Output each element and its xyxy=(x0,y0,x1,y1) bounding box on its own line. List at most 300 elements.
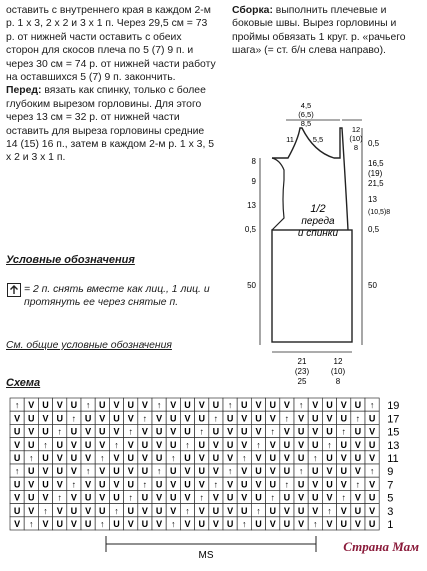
center-sub1: переда xyxy=(301,216,335,227)
stitch-symbol: U xyxy=(212,505,220,516)
stitch-symbol: V xyxy=(241,413,248,424)
stitch-symbol: ↑ xyxy=(100,453,105,463)
stitch-symbol: U xyxy=(326,426,333,437)
stitch-symbol: U xyxy=(226,492,234,503)
symbols-heading: Условные обозначения xyxy=(6,254,135,266)
svg-text:12: 12 xyxy=(351,125,361,134)
repeat-label: MS xyxy=(198,550,214,561)
stitch-symbol: V xyxy=(113,400,120,411)
stitch-symbol: U xyxy=(198,413,205,424)
stitch-symbol: ↑ xyxy=(298,466,304,477)
stitch-symbol: U xyxy=(84,492,92,503)
stitch-symbol: V xyxy=(340,400,347,411)
stitch-symbol: U xyxy=(70,426,78,437)
stitch-symbol: V xyxy=(212,439,219,450)
stitch-symbol: V xyxy=(85,479,92,490)
stitch-symbol: V xyxy=(127,413,134,424)
stitch-symbol: ↑ xyxy=(171,519,176,529)
svg-text:13: 13 xyxy=(368,195,377,204)
stitch-symbol: ↑ xyxy=(341,426,346,437)
svg-text:9: 9 xyxy=(251,177,256,186)
stitch-symbol: V xyxy=(42,519,49,529)
stitch-symbol: U xyxy=(70,453,78,463)
stitch-symbol: U xyxy=(312,439,319,450)
svg-text:12: 12 xyxy=(333,357,343,366)
stitch-symbol: U xyxy=(113,413,120,424)
svg-text:5,5: 5,5 xyxy=(312,135,324,144)
stitch-symbol: V xyxy=(141,505,148,516)
stitch-symbol: V xyxy=(269,439,276,450)
stitch-symbol: V xyxy=(141,453,148,463)
stitch-symbol: ↑ xyxy=(369,466,375,477)
svg-text:(10): (10) xyxy=(349,134,363,143)
stitch-symbol: U xyxy=(99,426,106,437)
row-label: 15 xyxy=(387,426,400,439)
chart-grid xyxy=(10,398,379,530)
stitch-symbol: ↑ xyxy=(57,492,62,503)
row-label: 17 xyxy=(387,413,400,426)
stitch-symbol: U xyxy=(141,439,149,450)
stitch-symbol: U xyxy=(269,400,276,411)
stitch-symbol: U xyxy=(354,453,362,463)
stitch-symbol: V xyxy=(99,413,106,424)
back-text: оставить с внутреннего края в каждом 2-м р. 1 х 3, 2 х 2 и 3 х 1 п. Через 29,5 см = 73 р. от нижней части оставить с обеих сторон для скосов плеча по 5 (7) 9 п. и через 30 см = 74 р. от нижней части работу на оставшихся 5 (7) 9 п. закончить. xyxy=(6,5,216,84)
stitch-symbol: V xyxy=(340,453,347,463)
stitch-symbol: V xyxy=(269,413,276,424)
stitch-symbol: U xyxy=(312,413,319,424)
stitch-symbol: U xyxy=(326,453,333,463)
stitch-symbol: U xyxy=(13,453,21,463)
stitch-symbol: ↑ xyxy=(71,479,77,490)
stitch-symbol: V xyxy=(113,426,120,437)
stitch-symbol: V xyxy=(156,492,163,503)
stitch-symbol: ↑ xyxy=(327,505,332,516)
stitch-symbol: U xyxy=(283,466,291,477)
stitch-symbol: V xyxy=(298,492,305,503)
stitch-symbol: ↑ xyxy=(355,479,361,490)
stitch-symbol: V xyxy=(198,400,205,411)
stitch-symbol: ↑ xyxy=(14,400,20,411)
stitch-symbol: U xyxy=(56,413,63,424)
stitch-symbol: U xyxy=(13,505,21,516)
stitch-symbol: V xyxy=(156,439,163,450)
stitch-symbol: ↑ xyxy=(185,505,190,516)
stitch-symbol: V xyxy=(99,466,106,477)
svg-text:(10,5)8: (10,5)8 xyxy=(368,209,391,216)
stitch-symbol: ↑ xyxy=(213,479,219,490)
stitch-symbol: U xyxy=(56,519,63,529)
stitch-symbol: V xyxy=(28,400,35,411)
stitch-symbol: U xyxy=(70,400,78,411)
row-label: 7 xyxy=(387,479,394,492)
stitch-symbol: V xyxy=(184,466,191,477)
stitch-symbol: V xyxy=(312,400,319,411)
stitch-symbol: V xyxy=(141,426,148,437)
stitch-symbol: U xyxy=(155,479,163,490)
stitch-symbol: V xyxy=(156,413,163,424)
stitch-symbol: V xyxy=(28,479,35,490)
stitch-symbol: U xyxy=(212,426,220,437)
stitch-symbol: U xyxy=(312,492,319,503)
svg-text:(10): (10) xyxy=(330,367,346,376)
stitch-symbol: U xyxy=(241,505,248,516)
stitch-symbol: U xyxy=(113,466,120,477)
stitch-symbol: ↑ xyxy=(298,400,304,411)
stitch-symbol: ↑ xyxy=(156,400,162,411)
stitch-symbol: V xyxy=(283,400,290,411)
stitch-symbol: U xyxy=(70,505,78,516)
stitch-symbol: U xyxy=(155,453,163,463)
stitch-symbol: U xyxy=(127,453,134,463)
svg-text:25: 25 xyxy=(297,377,307,386)
stitch-symbol: U xyxy=(354,505,362,516)
stitch-symbol: ↑ xyxy=(142,413,148,424)
stitch-symbol: V xyxy=(156,519,163,529)
stitch-symbol: V xyxy=(170,505,177,516)
stitch-symbol: U xyxy=(340,519,347,529)
svg-text:21: 21 xyxy=(297,357,307,366)
stitch-symbol: V xyxy=(56,479,63,490)
stitch-symbol: U xyxy=(84,413,92,424)
stitch-symbol: ↑ xyxy=(270,492,275,503)
stitch-symbol: U xyxy=(42,400,49,411)
stitch-symbol: ↑ xyxy=(284,413,290,424)
stitch-symbol: V xyxy=(227,505,234,516)
stitch-symbol: V xyxy=(99,439,106,450)
front-text: вязать как спинку, только с более глубоким вырезом горловины. Для этого через 13 см = 32 р. от нижней части оставить для выреза горловины средние 14 (15) 16 п., затем в каждом 2-м р. 1 х 3, 5 х 2 и 3 х 1 п. xyxy=(6,85,214,164)
svg-text:8: 8 xyxy=(335,377,341,386)
svg-text:(6,5): (6,5) xyxy=(298,110,314,119)
svg-text:16,5: 16,5 xyxy=(368,159,384,168)
row-label: 5 xyxy=(387,492,394,505)
stitch-symbol: U xyxy=(269,479,276,490)
stitch-symbol: U xyxy=(368,492,376,503)
stitch-symbol: U xyxy=(184,426,191,437)
stitch-symbol: V xyxy=(255,453,262,463)
stitch-symbol: V xyxy=(283,505,290,516)
stitch-symbol: U xyxy=(283,439,291,450)
stitch-symbol: V xyxy=(184,492,191,503)
stitch-symbol: V xyxy=(269,466,276,477)
stitch-symbol: ↑ xyxy=(128,426,133,437)
front-label: Перед: xyxy=(6,85,42,97)
stitch-symbol: U xyxy=(226,413,234,424)
stitch-symbol: V xyxy=(369,479,376,490)
row-label: 3 xyxy=(387,505,394,518)
stitch-symbol: U xyxy=(155,505,163,516)
svg-text:0,5: 0,5 xyxy=(244,225,256,234)
stitch-symbol: V xyxy=(212,519,219,529)
stitch-symbol: ↑ xyxy=(242,519,247,529)
stitch-symbol: V xyxy=(241,492,248,503)
stitch-symbol: U xyxy=(155,426,163,437)
stitch-symbol: U xyxy=(141,519,149,529)
stitch-symbol: ↑ xyxy=(171,453,176,463)
stitch-symbol: U xyxy=(340,413,347,424)
row-label: 13 xyxy=(387,439,400,452)
stitch-symbol: U xyxy=(84,519,92,529)
stitch-symbol: V xyxy=(312,505,319,516)
stitch-symbol: V xyxy=(70,492,77,503)
assembly-instructions xyxy=(232,4,422,58)
stitch-symbol: U xyxy=(226,519,234,529)
stitch-symbol: V xyxy=(42,492,49,503)
stitch-symbol: V xyxy=(326,519,333,529)
stitch-symbol: V xyxy=(326,413,333,424)
stitch-symbol: ↑ xyxy=(29,519,34,529)
stitch-symbol: V xyxy=(113,479,120,490)
svg-text:0,5: 0,5 xyxy=(368,225,380,234)
stitch-symbol: ↑ xyxy=(227,400,233,411)
stitch-symbol: ↑ xyxy=(270,426,275,437)
stitch-symbol: U xyxy=(99,505,106,516)
stitch-symbol: U xyxy=(255,519,262,529)
stitch-symbol: U xyxy=(368,519,376,529)
stitch-symbol: ↑ xyxy=(156,466,162,477)
stitch-symbol: ↑ xyxy=(199,426,204,437)
stitch-symbol: V xyxy=(198,505,205,516)
stitch-symbol: V xyxy=(255,400,262,411)
stitch-symbol: U xyxy=(241,400,248,411)
stitch-symbol: U xyxy=(170,466,177,477)
stitch-symbol: V xyxy=(340,505,347,516)
stitch-symbol: V xyxy=(354,492,361,503)
stitch-symbol: ↑ xyxy=(43,439,48,450)
svg-text:21,5: 21,5 xyxy=(368,179,384,188)
stitch-symbol: ↑ xyxy=(85,400,91,411)
svg-text:(23): (23) xyxy=(294,367,310,376)
stitch-symbol: V xyxy=(312,479,319,490)
stitch-symbol: V xyxy=(28,426,35,437)
stitch-symbol: U xyxy=(99,479,106,490)
svg-text:13: 13 xyxy=(247,201,256,210)
stitch-symbol: U xyxy=(141,466,149,477)
stitch-symbol: U xyxy=(170,492,177,503)
stitch-symbol: U xyxy=(170,413,177,424)
stitch-symbol: V xyxy=(42,466,49,477)
assembly-paragraph xyxy=(232,4,422,58)
stitch-symbol: U xyxy=(241,479,248,490)
stitch-symbol: V xyxy=(70,439,77,450)
watermark: Страна Мам xyxy=(343,539,419,554)
row-label: 9 xyxy=(387,466,394,479)
stitch-symbol: U xyxy=(283,492,291,503)
front-paragraph xyxy=(6,84,216,164)
svg-text:8,5: 8,5 xyxy=(300,119,312,128)
stitch-symbol: U xyxy=(170,439,177,450)
stitch-symbol: U xyxy=(198,466,205,477)
stitch-symbol: ↑ xyxy=(313,453,318,463)
stitch-symbol: ↑ xyxy=(100,519,105,529)
stitch-symbol: V xyxy=(85,453,92,463)
stitch-symbol: ↑ xyxy=(43,505,48,516)
stitch-symbol: V xyxy=(369,453,376,463)
stitch-symbol: U xyxy=(184,453,191,463)
row-label: 11 xyxy=(387,453,399,465)
stitch-symbol: ↑ xyxy=(128,492,133,503)
stitch-symbol: V xyxy=(255,426,262,437)
stitch-symbol: ↑ xyxy=(341,492,346,503)
stitch-symbol: U xyxy=(297,426,305,437)
stitch-symbol: U xyxy=(56,439,63,450)
stitch-symbol: U xyxy=(255,413,262,424)
stitch-symbol: U xyxy=(198,519,205,529)
stitch-symbol: ↑ xyxy=(57,426,62,437)
stitch-symbol: V xyxy=(212,466,219,477)
armhole-outline xyxy=(272,158,284,230)
stitch-symbol: U xyxy=(283,519,291,529)
stitch-symbol: U xyxy=(368,439,376,450)
stitch-symbol: ↑ xyxy=(213,413,219,424)
stitch-symbol: U xyxy=(127,479,134,490)
svg-text:50: 50 xyxy=(247,281,256,290)
stitch-symbol: ↑ xyxy=(114,505,119,516)
stitch-symbol: V xyxy=(354,466,361,477)
garment-diagram-svg xyxy=(222,100,422,390)
stitch-symbol: V xyxy=(170,400,177,411)
stitch-symbol: V xyxy=(198,479,205,490)
stitch-symbol: V xyxy=(241,439,248,450)
stitch-symbol: U xyxy=(269,505,276,516)
stitch-symbol: ↑ xyxy=(142,479,148,490)
stitch-symbol: U xyxy=(212,453,220,463)
stitch-symbol: V xyxy=(14,492,21,503)
stitch-symbol: V xyxy=(340,479,347,490)
stitch-symbol: V xyxy=(212,492,219,503)
stitch-symbol: V xyxy=(42,413,49,424)
stitch-symbol: V xyxy=(283,453,290,463)
stitch-symbol: V xyxy=(14,413,21,424)
stitch-symbol: V xyxy=(113,453,120,463)
stitch-symbol: U xyxy=(297,479,305,490)
stitch-symbol: U xyxy=(326,400,333,411)
stitch-symbol: U xyxy=(212,400,220,411)
stitch-symbol: ↑ xyxy=(227,466,233,477)
see-general-symbols-link[interactable]: См. общие условные обозначения xyxy=(6,340,172,351)
stitch-symbol: U xyxy=(184,479,191,490)
stitch-symbol: ↑ xyxy=(327,439,332,450)
stitch-symbol: U xyxy=(184,400,191,411)
stitch-symbol: U xyxy=(340,466,347,477)
stitch-symbol: ↑ xyxy=(71,413,77,424)
stitch-symbol: U xyxy=(326,479,333,490)
stitch-symbol: V xyxy=(99,492,106,503)
stitch-symbol: ↑ xyxy=(29,453,34,463)
stitch-symbol: ↑ xyxy=(185,439,190,450)
stitch-symbol: V xyxy=(56,400,63,411)
stitch-symbol: V xyxy=(127,439,134,450)
stitch-symbol: U xyxy=(42,426,49,437)
stitch-symbol: V xyxy=(369,426,376,437)
stitch-symbol: V xyxy=(354,519,361,529)
stitch-symbol: V xyxy=(170,479,177,490)
stitch-symbol: U xyxy=(28,492,35,503)
stitch-symbol: V xyxy=(56,505,63,516)
stitch-symbol: V xyxy=(141,400,148,411)
row-label: 1 xyxy=(387,519,394,531)
stitch-symbol: V xyxy=(184,519,191,529)
stitch-symbol: U xyxy=(368,413,376,424)
row-label: 19 xyxy=(387,400,400,413)
center-label: 1/2 xyxy=(310,203,326,215)
stitch-symbol: V xyxy=(70,519,77,529)
row-labels xyxy=(387,400,399,531)
stitch-symbol: V xyxy=(326,492,333,503)
arrow-up-icon xyxy=(7,283,21,297)
stitch-symbol: V xyxy=(14,439,21,450)
stitch-symbol: V xyxy=(85,426,92,437)
stitch-symbol: U xyxy=(113,519,120,529)
stitch-symbol: V xyxy=(127,466,134,477)
stitch-symbol: U xyxy=(340,439,347,450)
stitch-symbol: V xyxy=(227,479,234,490)
stitch-symbol: V xyxy=(255,479,262,490)
assembly-label: Сборка: xyxy=(232,5,273,16)
stitch-symbol: V xyxy=(298,439,305,450)
stitch-symbol: V xyxy=(312,426,319,437)
stitch-symbol: U xyxy=(113,492,120,503)
stitch-symbol: V xyxy=(326,466,333,477)
body-outline xyxy=(272,230,352,342)
stitch-symbol: U xyxy=(226,439,234,450)
stitch-symbol: U xyxy=(42,453,49,463)
stitch-symbol: V xyxy=(369,505,376,516)
svg-text:50: 50 xyxy=(368,281,377,290)
svg-text:4,5: 4,5 xyxy=(300,101,312,110)
stitch-symbol: V xyxy=(283,426,290,437)
stitch-symbol: U xyxy=(297,505,305,516)
stitch-symbol: ↑ xyxy=(284,479,290,490)
stitch-symbol: U xyxy=(354,426,362,437)
stitch-symbol: U xyxy=(42,479,49,490)
stitch-symbol: V xyxy=(170,426,177,437)
stitch-symbol: V xyxy=(269,519,276,529)
svg-text:(19): (19) xyxy=(368,169,383,178)
center-sub2: и спинки xyxy=(297,228,339,239)
stitch-symbol: U xyxy=(127,400,134,411)
stitch-symbol: ↑ xyxy=(114,439,119,450)
assembly-text: выполнить плечевые и боковые швы. Вырез горловины и проймы обвязать 1 круг. р. «рачьего шага» (= ст. б/н слева направо). xyxy=(232,5,406,57)
svg-text:8: 8 xyxy=(251,157,256,166)
stitch-symbol: V xyxy=(184,413,191,424)
pattern-instructions-left xyxy=(6,4,216,165)
stitch-symbol: V xyxy=(127,519,134,529)
stitch-symbol: V xyxy=(28,505,35,516)
stitch-symbol: ↑ xyxy=(199,492,204,503)
legend-text: = 2 п. снять вместе как лиц., 1 лиц. и протянуть ее через снятые п. xyxy=(24,284,210,309)
stitch-symbol: U xyxy=(354,400,362,411)
svg-text:0,5: 0,5 xyxy=(368,139,380,148)
garment-diagram xyxy=(222,100,422,390)
stitch-symbol: ↑ xyxy=(313,519,318,529)
stitch-symbol: U xyxy=(13,479,21,490)
stitch-symbol: U xyxy=(28,413,35,424)
stitch-symbol: ↑ xyxy=(369,400,375,411)
stitch-symbol: V xyxy=(198,453,205,463)
stitch-symbol: ↑ xyxy=(355,413,361,424)
stitch-symbol: U xyxy=(255,492,262,503)
stitch-symbol: ↑ xyxy=(14,466,20,477)
stitch-symbol: V xyxy=(241,466,248,477)
stitch-symbol: ↑ xyxy=(256,505,261,516)
schema-heading: Схема xyxy=(6,377,41,389)
stitch-symbol: V xyxy=(298,413,305,424)
stitch-symbol: V xyxy=(70,466,77,477)
stitch-symbol: V xyxy=(85,505,92,516)
stitch-symbol: ↑ xyxy=(256,439,261,450)
stitch-symbol: U xyxy=(141,492,149,503)
stitch-symbol: V xyxy=(354,439,361,450)
